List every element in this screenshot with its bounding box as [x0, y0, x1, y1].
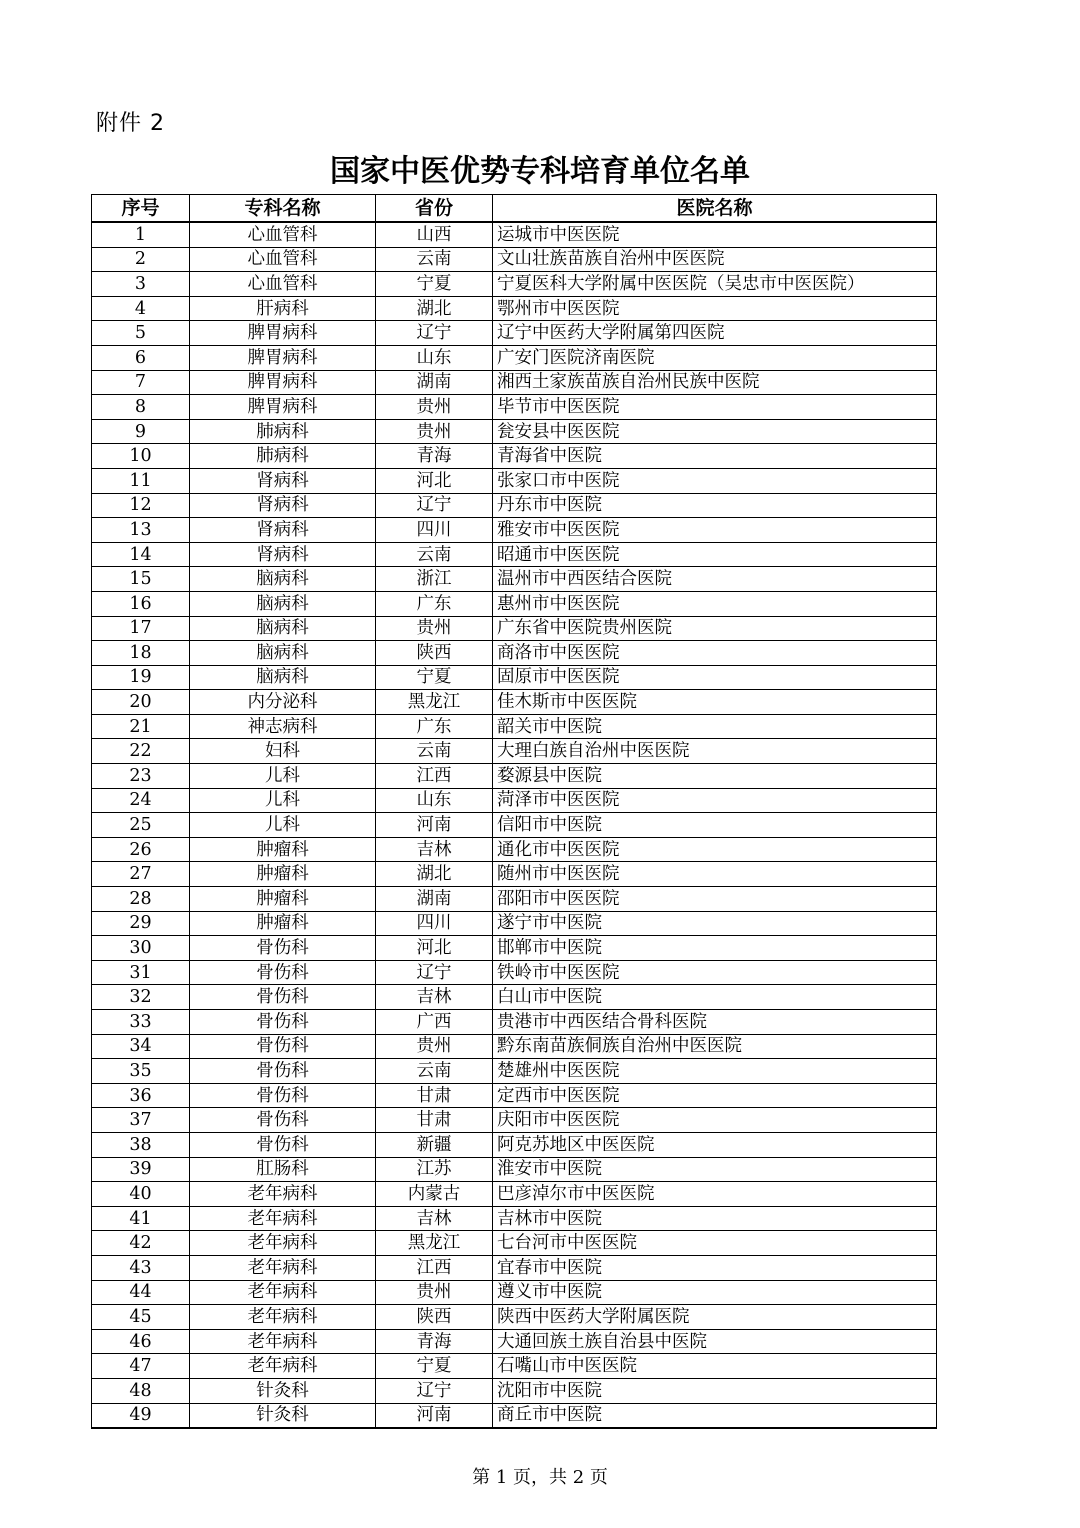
- row-hospital: 陕西中医药大学附属医院: [493, 1305, 937, 1330]
- row-index: 31: [92, 960, 190, 985]
- row-index: 24: [92, 788, 190, 813]
- row-specialty: 儿科: [190, 813, 376, 838]
- row-province: 青海: [376, 444, 493, 469]
- row-specialty: 骨伤科: [190, 985, 376, 1010]
- row-hospital: 大理白族自治州中医医院: [493, 739, 937, 764]
- row-province: 云南: [376, 739, 493, 764]
- row-province: 湖北: [376, 296, 493, 321]
- row-index: 13: [92, 518, 190, 543]
- row-hospital: 毕节市中医医院: [493, 395, 937, 420]
- row-province: 云南: [376, 247, 493, 272]
- row-province: 贵州: [376, 616, 493, 641]
- table-row: [92, 1255, 937, 1280]
- row-province: 贵州: [376, 1280, 493, 1305]
- table-row: [92, 837, 937, 862]
- table-row: [92, 813, 937, 838]
- row-index: 26: [92, 837, 190, 862]
- row-province: 河北: [376, 468, 493, 493]
- row-index: 43: [92, 1255, 190, 1280]
- header-specialty: 专科名称: [190, 195, 376, 223]
- row-hospital: 广安门医院济南医院: [493, 345, 937, 370]
- row-hospital: 张家口市中医院: [493, 468, 937, 493]
- row-specialty: 骨伤科: [190, 1083, 376, 1108]
- row-index: 41: [92, 1206, 190, 1231]
- page-footer: 第 1 页，共 2 页: [472, 1467, 608, 1488]
- row-index: 12: [92, 493, 190, 518]
- table-row: [92, 1132, 937, 1157]
- row-index: 3: [92, 272, 190, 297]
- table-row: [92, 862, 937, 887]
- table-row: [92, 222, 937, 247]
- row-hospital: 青海省中医院: [493, 444, 937, 469]
- table-row: [92, 296, 937, 321]
- table-row: [92, 1182, 937, 1207]
- row-specialty: 妇科: [190, 739, 376, 764]
- table-row: [92, 370, 937, 395]
- table-row: [92, 1305, 937, 1330]
- row-specialty: 老年病科: [190, 1280, 376, 1305]
- row-specialty: 脾胃病科: [190, 321, 376, 346]
- row-hospital: 遂宁市中医院: [493, 911, 937, 936]
- row-hospital: 固原市中医医院: [493, 665, 937, 690]
- row-index: 42: [92, 1231, 190, 1256]
- table-row: [92, 345, 937, 370]
- row-hospital: 白山市中医院: [493, 985, 937, 1010]
- table-row: [92, 1108, 937, 1133]
- row-province: 宁夏: [376, 1354, 493, 1379]
- row-index: 2: [92, 247, 190, 272]
- row-index: 15: [92, 567, 190, 592]
- row-specialty: 老年病科: [190, 1255, 376, 1280]
- row-province: 宁夏: [376, 272, 493, 297]
- row-province: 广西: [376, 1010, 493, 1035]
- row-index: 29: [92, 911, 190, 936]
- row-hospital: 通化市中医医院: [493, 837, 937, 862]
- table-row: [92, 321, 937, 346]
- row-index: 22: [92, 739, 190, 764]
- row-hospital: 宜春市中医院: [493, 1255, 937, 1280]
- row-hospital: 邵阳市中医医院: [493, 887, 937, 912]
- table-row: [92, 641, 937, 666]
- row-specialty: 老年病科: [190, 1305, 376, 1330]
- row-specialty: 骨伤科: [190, 1132, 376, 1157]
- row-specialty: 肾病科: [190, 542, 376, 567]
- table-row: [92, 518, 937, 543]
- row-hospital: 惠州市中医医院: [493, 591, 937, 616]
- row-specialty: 肾病科: [190, 468, 376, 493]
- row-specialty: 肿瘤科: [190, 911, 376, 936]
- row-index: 14: [92, 542, 190, 567]
- row-index: 48: [92, 1378, 190, 1403]
- row-index: 36: [92, 1083, 190, 1108]
- row-specialty: 心血管科: [190, 247, 376, 272]
- row-specialty: 骨伤科: [190, 1108, 376, 1133]
- row-hospital: 阿克苏地区中医医院: [493, 1132, 937, 1157]
- row-index: 25: [92, 813, 190, 838]
- row-specialty: 肿瘤科: [190, 837, 376, 862]
- row-province: 河北: [376, 936, 493, 961]
- row-index: 34: [92, 1034, 190, 1059]
- row-province: 辽宁: [376, 493, 493, 518]
- table-row: [92, 1083, 937, 1108]
- row-province: 吉林: [376, 1206, 493, 1231]
- row-province: 河南: [376, 813, 493, 838]
- row-specialty: 针灸科: [190, 1403, 376, 1428]
- table-row: [92, 272, 937, 297]
- table-row: [92, 1378, 937, 1403]
- row-index: 6: [92, 345, 190, 370]
- row-index: 44: [92, 1280, 190, 1305]
- row-index: 18: [92, 641, 190, 666]
- table-row: [92, 1157, 937, 1182]
- row-hospital: 大通回族土族自治县中医院: [493, 1329, 937, 1354]
- row-province: 辽宁: [376, 1378, 493, 1403]
- row-index: 20: [92, 690, 190, 715]
- row-hospital: 昭通市中医医院: [493, 542, 937, 567]
- row-province: 湖南: [376, 887, 493, 912]
- row-index: 5: [92, 321, 190, 346]
- row-hospital: 商洛市中医医院: [493, 641, 937, 666]
- attachment-label: 附件 2: [96, 111, 165, 136]
- row-specialty: 儿科: [190, 788, 376, 813]
- row-province: 贵州: [376, 419, 493, 444]
- row-hospital: 佳木斯市中医医院: [493, 690, 937, 715]
- row-index: 16: [92, 591, 190, 616]
- row-hospital: 婺源县中医院: [493, 764, 937, 789]
- row-index: 11: [92, 468, 190, 493]
- row-specialty: 骨伤科: [190, 1034, 376, 1059]
- table-row: [92, 960, 937, 985]
- row-index: 17: [92, 616, 190, 641]
- row-province: 黑龙江: [376, 1231, 493, 1256]
- row-hospital: 贵港市中西医结合骨科医院: [493, 1010, 937, 1035]
- table-row: [92, 1280, 937, 1305]
- row-index: 47: [92, 1354, 190, 1379]
- row-province: 贵州: [376, 1034, 493, 1059]
- row-specialty: 脑病科: [190, 591, 376, 616]
- header-hospital: 医院名称: [493, 195, 937, 223]
- row-specialty: 针灸科: [190, 1378, 376, 1403]
- table-row: [92, 887, 937, 912]
- row-index: 8: [92, 395, 190, 420]
- row-hospital: 淮安市中医院: [493, 1157, 937, 1182]
- row-hospital: 湘西土家族苗族自治州民族中医院: [493, 370, 937, 395]
- row-hospital: 遵义市中医院: [493, 1280, 937, 1305]
- row-specialty: 儿科: [190, 764, 376, 789]
- row-index: 40: [92, 1182, 190, 1207]
- row-hospital: 雅安市中医医院: [493, 518, 937, 543]
- row-index: 32: [92, 985, 190, 1010]
- row-province: 辽宁: [376, 960, 493, 985]
- row-hospital: 菏泽市中医医院: [493, 788, 937, 813]
- row-province: 山东: [376, 788, 493, 813]
- row-hospital: 邯郸市中医院: [493, 936, 937, 961]
- row-province: 甘肃: [376, 1108, 493, 1133]
- table-row: [92, 419, 937, 444]
- row-province: 湖南: [376, 370, 493, 395]
- table-row: [92, 1329, 937, 1354]
- row-province: 江西: [376, 764, 493, 789]
- row-hospital: 丹东市中医院: [493, 493, 937, 518]
- row-hospital: 沈阳市中医院: [493, 1378, 937, 1403]
- table-row: [92, 247, 937, 272]
- row-province: 湖北: [376, 862, 493, 887]
- row-specialty: 脾胃病科: [190, 370, 376, 395]
- row-specialty: 脑病科: [190, 567, 376, 592]
- row-specialty: 肾病科: [190, 518, 376, 543]
- table-row: [92, 1403, 937, 1428]
- row-hospital: 运城市中医医院: [493, 222, 937, 247]
- row-province: 甘肃: [376, 1083, 493, 1108]
- row-province: 吉林: [376, 837, 493, 862]
- table-row: [92, 616, 937, 641]
- table-row: [92, 665, 937, 690]
- row-specialty: 老年病科: [190, 1329, 376, 1354]
- row-index: 9: [92, 419, 190, 444]
- row-index: 46: [92, 1329, 190, 1354]
- row-hospital: 鄂州市中医医院: [493, 296, 937, 321]
- row-province: 山西: [376, 222, 493, 247]
- row-specialty: 肿瘤科: [190, 887, 376, 912]
- header-province: 省份: [376, 195, 493, 223]
- page-title: 国家中医优势专科培育单位名单: [330, 154, 750, 189]
- row-specialty: 肿瘤科: [190, 862, 376, 887]
- row-hospital: 商丘市中医院: [493, 1403, 937, 1428]
- row-specialty: 骨伤科: [190, 1010, 376, 1035]
- row-specialty: 心血管科: [190, 272, 376, 297]
- hospital-list-table: [91, 194, 937, 1429]
- row-index: 45: [92, 1305, 190, 1330]
- row-hospital: 定西市中医医院: [493, 1083, 937, 1108]
- row-province: 陕西: [376, 641, 493, 666]
- table-row: [92, 1059, 937, 1084]
- table-row: [92, 567, 937, 592]
- table-row: [92, 542, 937, 567]
- row-hospital: 铁岭市中医医院: [493, 960, 937, 985]
- row-province: 山东: [376, 345, 493, 370]
- row-specialty: 脾胃病科: [190, 395, 376, 420]
- row-specialty: 骨伤科: [190, 960, 376, 985]
- row-specialty: 脾胃病科: [190, 345, 376, 370]
- row-index: 10: [92, 444, 190, 469]
- row-specialty: 肝病科: [190, 296, 376, 321]
- table-row: [92, 1010, 937, 1035]
- row-specialty: 肺病科: [190, 419, 376, 444]
- row-specialty: 肾病科: [190, 493, 376, 518]
- table-row: [92, 1231, 937, 1256]
- table-row: [92, 690, 937, 715]
- row-specialty: 老年病科: [190, 1231, 376, 1256]
- row-specialty: 心血管科: [190, 222, 376, 247]
- row-index: 4: [92, 296, 190, 321]
- table-row: [92, 1354, 937, 1379]
- row-province: 陕西: [376, 1305, 493, 1330]
- table-row: [92, 493, 937, 518]
- row-province: 辽宁: [376, 321, 493, 346]
- row-index: 37: [92, 1108, 190, 1133]
- table-row: [92, 714, 937, 739]
- row-specialty: 肺病科: [190, 444, 376, 469]
- row-specialty: 内分泌科: [190, 690, 376, 715]
- row-index: 7: [92, 370, 190, 395]
- row-province: 云南: [376, 1059, 493, 1084]
- row-province: 吉林: [376, 985, 493, 1010]
- row-province: 四川: [376, 911, 493, 936]
- row-hospital: 石嘴山市中医医院: [493, 1354, 937, 1379]
- row-index: 23: [92, 764, 190, 789]
- row-hospital: 广东省中医院贵州医院: [493, 616, 937, 641]
- table-row: [92, 788, 937, 813]
- header-index: 序号: [92, 195, 190, 223]
- row-specialty: 骨伤科: [190, 1059, 376, 1084]
- row-province: 内蒙古: [376, 1182, 493, 1207]
- row-index: 30: [92, 936, 190, 961]
- row-province: 广东: [376, 714, 493, 739]
- row-specialty: 老年病科: [190, 1354, 376, 1379]
- row-hospital: 楚雄州中医医院: [493, 1059, 937, 1084]
- row-specialty: 肛肠科: [190, 1157, 376, 1182]
- row-province: 新疆: [376, 1132, 493, 1157]
- table-row: [92, 1206, 937, 1231]
- row-province: 河南: [376, 1403, 493, 1428]
- table-row: [92, 468, 937, 493]
- row-index: 39: [92, 1157, 190, 1182]
- row-province: 四川: [376, 518, 493, 543]
- table-row: [92, 739, 937, 764]
- table-row: [92, 1034, 937, 1059]
- row-index: 19: [92, 665, 190, 690]
- row-index: 27: [92, 862, 190, 887]
- row-specialty: 神志病科: [190, 714, 376, 739]
- row-province: 黑龙江: [376, 690, 493, 715]
- row-index: 28: [92, 887, 190, 912]
- row-province: 浙江: [376, 567, 493, 592]
- row-specialty: 脑病科: [190, 665, 376, 690]
- row-specialty: 老年病科: [190, 1206, 376, 1231]
- row-province: 江苏: [376, 1157, 493, 1182]
- row-specialty: 脑病科: [190, 641, 376, 666]
- row-specialty: 老年病科: [190, 1182, 376, 1207]
- row-hospital: 黔东南苗族侗族自治州中医医院: [493, 1034, 937, 1059]
- row-index: 35: [92, 1059, 190, 1084]
- row-index: 33: [92, 1010, 190, 1035]
- row-hospital: 随州市中医医院: [493, 862, 937, 887]
- table-row: [92, 911, 937, 936]
- table-row: [92, 591, 937, 616]
- table-row: [92, 985, 937, 1010]
- row-hospital: 七台河市中医医院: [493, 1231, 937, 1256]
- row-hospital: 韶关市中医院: [493, 714, 937, 739]
- row-province: 青海: [376, 1329, 493, 1354]
- table-row: [92, 444, 937, 469]
- row-province: 贵州: [376, 395, 493, 420]
- row-hospital: 宁夏医科大学附属中医医院（吴忠市中医医院）: [493, 272, 937, 297]
- row-index: 49: [92, 1403, 190, 1428]
- table-row: [92, 764, 937, 789]
- row-province: 广东: [376, 591, 493, 616]
- row-hospital: 文山壮族苗族自治州中医医院: [493, 247, 937, 272]
- table-header-row: [92, 195, 937, 223]
- row-province: 江西: [376, 1255, 493, 1280]
- row-hospital: 辽宁中医药大学附属第四医院: [493, 321, 937, 346]
- row-index: 1: [92, 222, 190, 247]
- table-row: [92, 395, 937, 420]
- row-hospital: 巴彦淖尔市中医医院: [493, 1182, 937, 1207]
- row-hospital: 瓮安县中医医院: [493, 419, 937, 444]
- row-province: 云南: [376, 542, 493, 567]
- row-hospital: 温州市中西医结合医院: [493, 567, 937, 592]
- row-hospital: 庆阳市中医医院: [493, 1108, 937, 1133]
- row-index: 38: [92, 1132, 190, 1157]
- row-specialty: 骨伤科: [190, 936, 376, 961]
- row-hospital: 信阳市中医院: [493, 813, 937, 838]
- row-index: 21: [92, 714, 190, 739]
- row-province: 宁夏: [376, 665, 493, 690]
- table-row: [92, 936, 937, 961]
- row-specialty: 脑病科: [190, 616, 376, 641]
- row-hospital: 吉林市中医院: [493, 1206, 937, 1231]
